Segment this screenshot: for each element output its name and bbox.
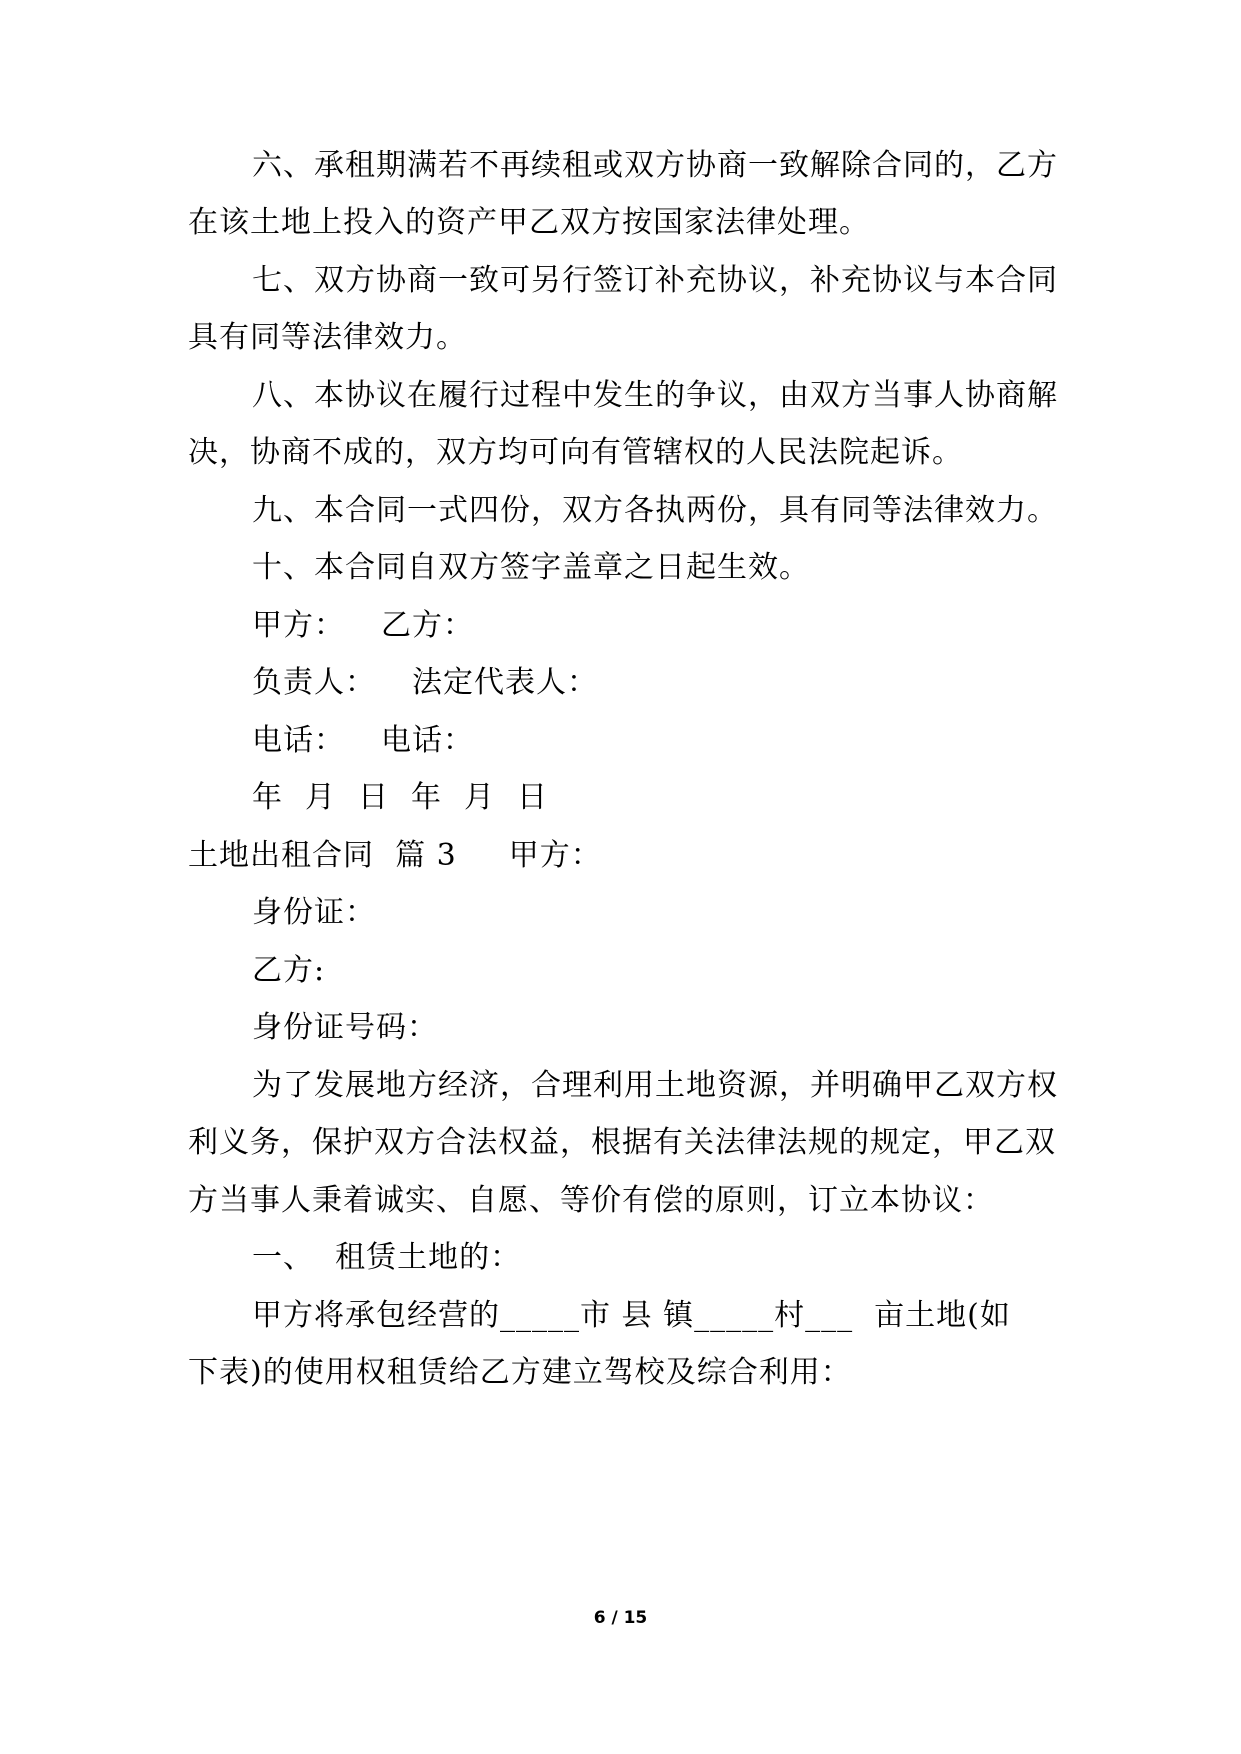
date-day-a: 日 xyxy=(358,780,389,815)
clause-6-line-2: 在该土地上投入的资产甲乙双方按国家法律处理。 xyxy=(188,205,870,240)
signature-dates xyxy=(252,778,548,818)
section-3-heading xyxy=(188,836,602,876)
person-in-charge-label: 负责人： xyxy=(252,665,376,700)
signature-parties xyxy=(252,606,474,646)
phone-a-label: 电话： xyxy=(252,723,345,758)
legal-rep-label: 法定代表人： xyxy=(412,665,598,700)
section-3-id-card: 身份证： xyxy=(252,895,376,930)
clause-7-line-2: 具有同等法律效力。 xyxy=(188,320,467,355)
clause-8-line-2: 决，协商不成的，双方均可向有管辖权的人民法院起诉。 xyxy=(188,435,963,470)
page-number: 6 / 15 xyxy=(593,1608,648,1628)
section-3-clause-1-line-1: 甲方将承包经营的_____市 县 镇_____村___ 亩土地(如 xyxy=(252,1298,1011,1333)
section-3-clause-1-line-2: 下表)的使用权租赁给乙方建立驾校及综合利用： xyxy=(188,1355,852,1390)
date-year-b: 年 xyxy=(411,780,442,815)
clause-10: 十、本合同自双方签字盖章之日起生效。 xyxy=(252,550,810,585)
section-3-intro-line-1: 为了发展地方经济，合理利用土地资源，并明确甲乙双方权 xyxy=(252,1068,1058,1103)
section-3-party-b: 乙方: xyxy=(252,953,326,988)
section-3-party-a: 甲方： xyxy=(508,838,602,873)
party-b-label: 乙方： xyxy=(381,608,474,643)
party-a-label: 甲方： xyxy=(252,608,345,643)
clause-7-line-1: 七、双方协商一致可另行签订补充协议，补充协议与本合同 xyxy=(252,263,1058,298)
date-day-b: 日 xyxy=(517,780,548,815)
section-3-clause-1-title: 一、 租赁土地的： xyxy=(252,1240,522,1275)
signature-representatives xyxy=(252,663,598,703)
date-month-a: 月 xyxy=(305,780,336,815)
date-month-b: 月 xyxy=(464,780,495,815)
signature-phones xyxy=(252,721,474,761)
clause-8-line-1: 八、本协议在履行过程中发生的争议，由双方当事人协商解 xyxy=(252,378,1058,413)
section-3-id-number: 身份证号码： xyxy=(252,1010,438,1045)
phone-b-label: 电话： xyxy=(381,723,474,758)
section-3-intro-line-3: 方当事人秉着诚实、自愿、等价有偿的原则，订立本协议： xyxy=(188,1183,994,1218)
date-year-a: 年 xyxy=(252,780,283,815)
clause-9: 九、本合同一式四份，双方各执两份，具有同等法律效力。 xyxy=(252,493,1058,528)
clause-6-line-1: 六、承租期满若不再续租或双方协商一致解除合同的，乙方 xyxy=(252,148,1058,183)
section-3-title: 土地出租合同 篇 3 xyxy=(188,838,457,873)
section-3-intro-line-2: 利义务，保护双方合法权益，根据有关法律法规的规定，甲乙双 xyxy=(188,1125,1056,1160)
